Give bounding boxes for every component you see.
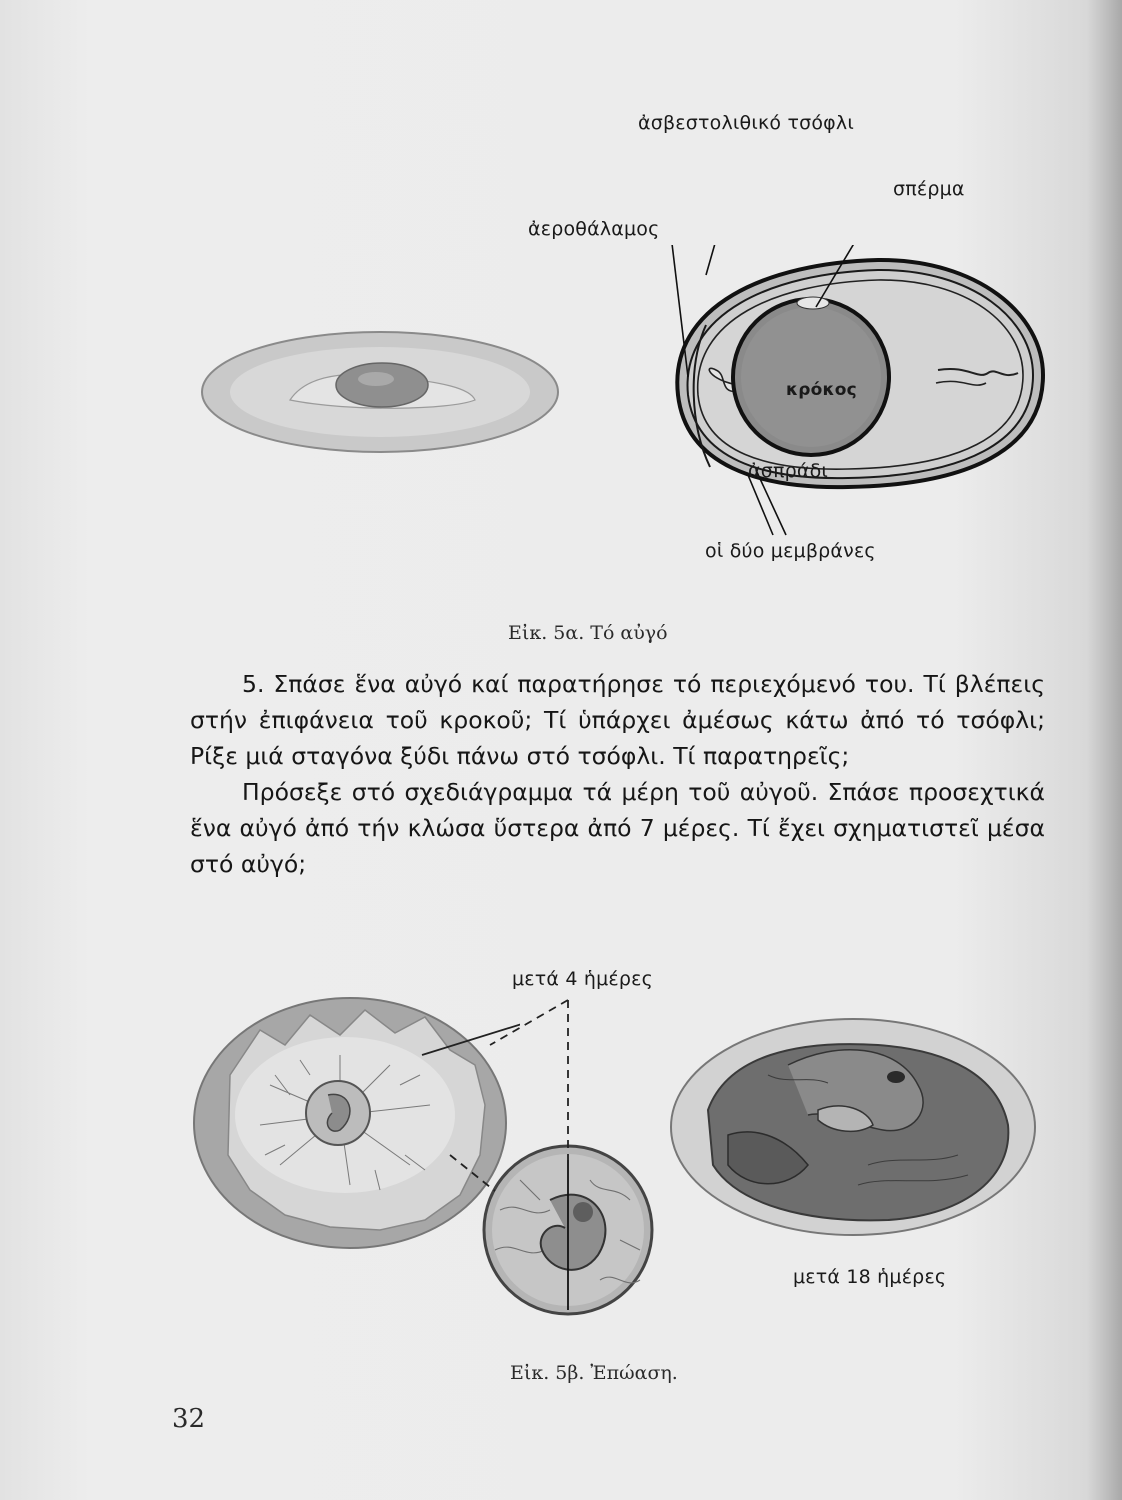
book-spine bbox=[1086, 0, 1122, 1500]
label-yolk: κρόκος bbox=[786, 380, 857, 400]
label-shell: ἀσβεστολιθικό τσόφλι bbox=[638, 112, 854, 134]
label-membranes: οἱ δύο μεμβράνες bbox=[705, 540, 876, 562]
label-after-4-days: μετά 4 ἡμέρες bbox=[512, 968, 653, 990]
label-air-cell: ἀεροθάλαμος bbox=[528, 218, 660, 240]
broken-egg-illustration bbox=[200, 330, 570, 460]
body-text bbox=[190, 666, 1045, 882]
chick-18-days-illustration bbox=[668, 1015, 1038, 1240]
figure-5b-connector-lines bbox=[440, 995, 580, 1195]
page-number: 32 bbox=[172, 1404, 206, 1434]
label-white: ἀσπράδι bbox=[748, 460, 829, 482]
figure-5b-caption: Εἰκ. 5β. Ἐπώαση. bbox=[510, 1362, 678, 1384]
label-after-18-days: μετά 18 ἡμέρες bbox=[793, 1266, 947, 1288]
label-sperm: σπέρμα bbox=[893, 178, 965, 200]
paragraph-1: 5. Σπάσε ἕνα αὐγό καί παρατήρησε τό περιεχόμενό του. Τί βλέπεις στήν ἐπιφάνεια τοῦ κροκοῦ; Τί ὑπάρχει ἀμέσως κάτω ἀπό τό τσόφλι; Ρίξε μιά σταγόνα ξύδι πάνω στό τσόφλι. Τί παρατηρεῖς; bbox=[190, 670, 1045, 770]
figure-5a-caption: Εἰκ. 5α. Τό αὐγό bbox=[508, 622, 668, 644]
paragraph-2: Πρόσεξε στό σχεδιάγραμμα τά μέρη τοῦ αὐγοῦ. Σπάσε προσεχτικά ἕνα αὐγό ἀπό τήν κλώσα ὕστερα ἀπό 7 μέρες. Τί ἔχει σχηματιστεῖ μέσα στό αὐγό; bbox=[190, 778, 1045, 878]
